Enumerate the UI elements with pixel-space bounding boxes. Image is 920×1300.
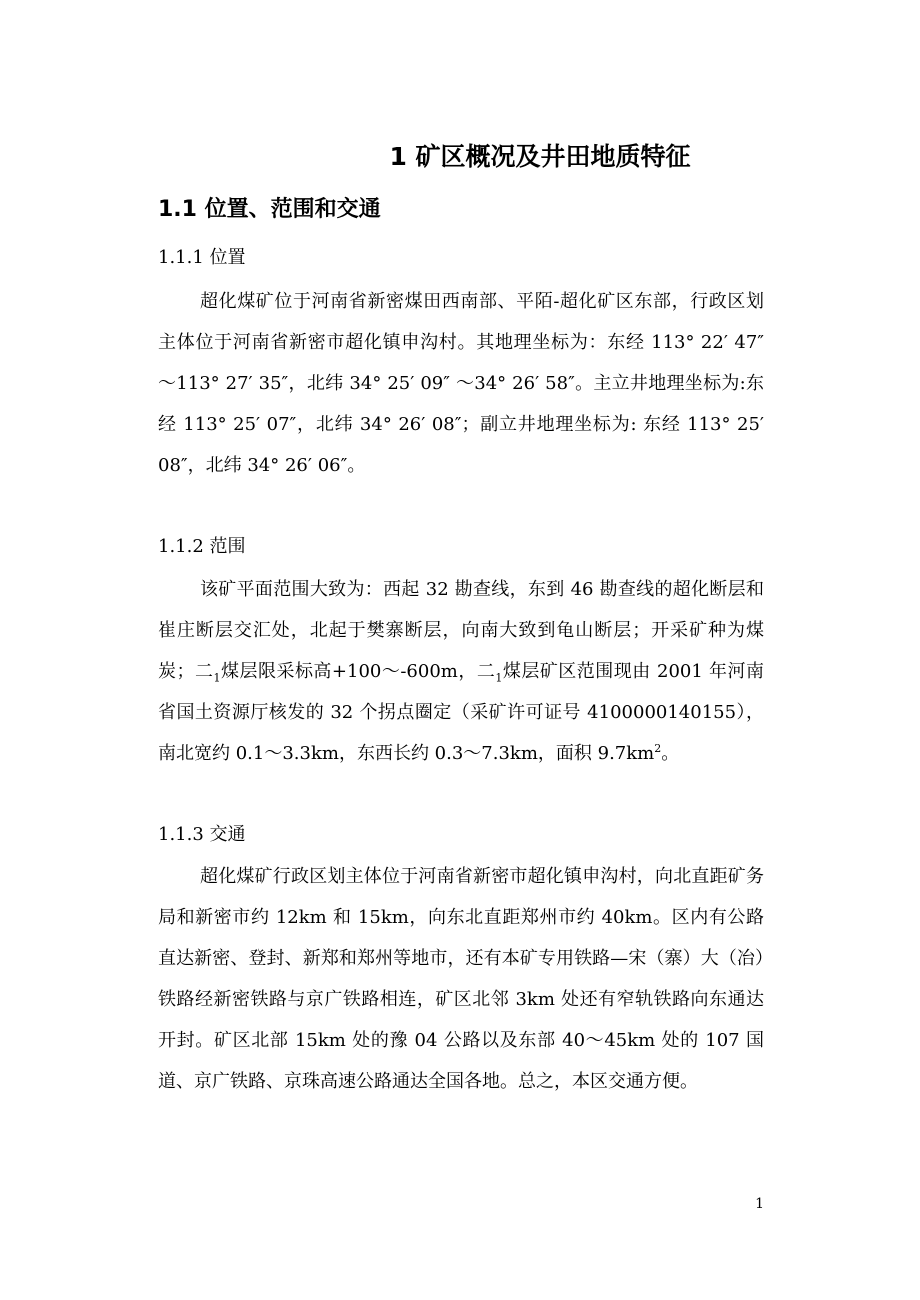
scope-subscript-1: 1 <box>213 671 221 685</box>
scope-superscript: 2 <box>654 742 662 755</box>
scope-text-part-1: 该矿平面范围大致为：西起 32 勘查线，东到 46 勘查线的超化断层和崔庄断层交汇处，北起于樊寨断层，向南大致到龟山断层；开采矿种为煤炭；二 <box>158 579 764 682</box>
subsection-traffic-heading: 1.1.3 交通 <box>158 824 246 845</box>
scope-paragraph <box>158 569 764 774</box>
subsection-location-heading: 1.1.1 位置 <box>158 247 246 268</box>
chapter-title: 1 矿区概况及井田地质特征 <box>389 142 691 171</box>
section-title: 1.1 位置、范围和交通 <box>158 197 381 222</box>
scope-text-part-3: 煤层矿区范围现由 2001 年河南省国土资源厅核发的 32 个拐点圈定（采矿许可证号 4100000140155），南北宽约 0.1～3.3km，东西长约 0.3～7.3km，面积 9.7km <box>158 661 764 764</box>
traffic-paragraph: 超化煤矿行政区划主体位于河南省新密市超化镇申沟村，向北直距矿务局和新密市约 12km 和 15km，向东北直距郑州市约 40km。区内有公路直达新密、登封、新郑和郑州等地市，还有本矿专用铁路—宋（寨）大（冶）铁路经新密铁路与京广铁路相连，矿区北邻 3km 处还有窄轨铁路向东通达开封。矿区北部 15km 处的豫 04 公路以及东部 40～45km 处的 107 国道、京广铁路、京珠高速公路通达全国各地。总之，本区交通方便。 <box>158 866 764 1092</box>
page-number: 1 <box>755 1196 764 1212</box>
scope-text-part-4: 。 <box>661 743 680 764</box>
location-paragraph: 超化煤矿位于河南省新密煤田西南部、平陌-超化矿区东部，行政区划主体位于河南省新密市超化镇申沟村。其地理坐标为：东经 113° 22′ 47″ ～113° 27′ 35″，北纬 34° 25′ 09″ ～34° 26′ 58″。主立井地理坐标为:东经 113° 25′ 07″，北纬 34° 26′ 08″；副立井地理坐标为: 东经 113° 25′ 08″，北纬 34° 26′ 06″。 <box>158 291 764 476</box>
subsection-scope-heading: 1.1.2 范围 <box>158 536 246 557</box>
scope-text-part-2: 煤层限采标高+100～-600m，二 <box>220 661 496 682</box>
scope-subscript-2: 1 <box>495 671 503 685</box>
